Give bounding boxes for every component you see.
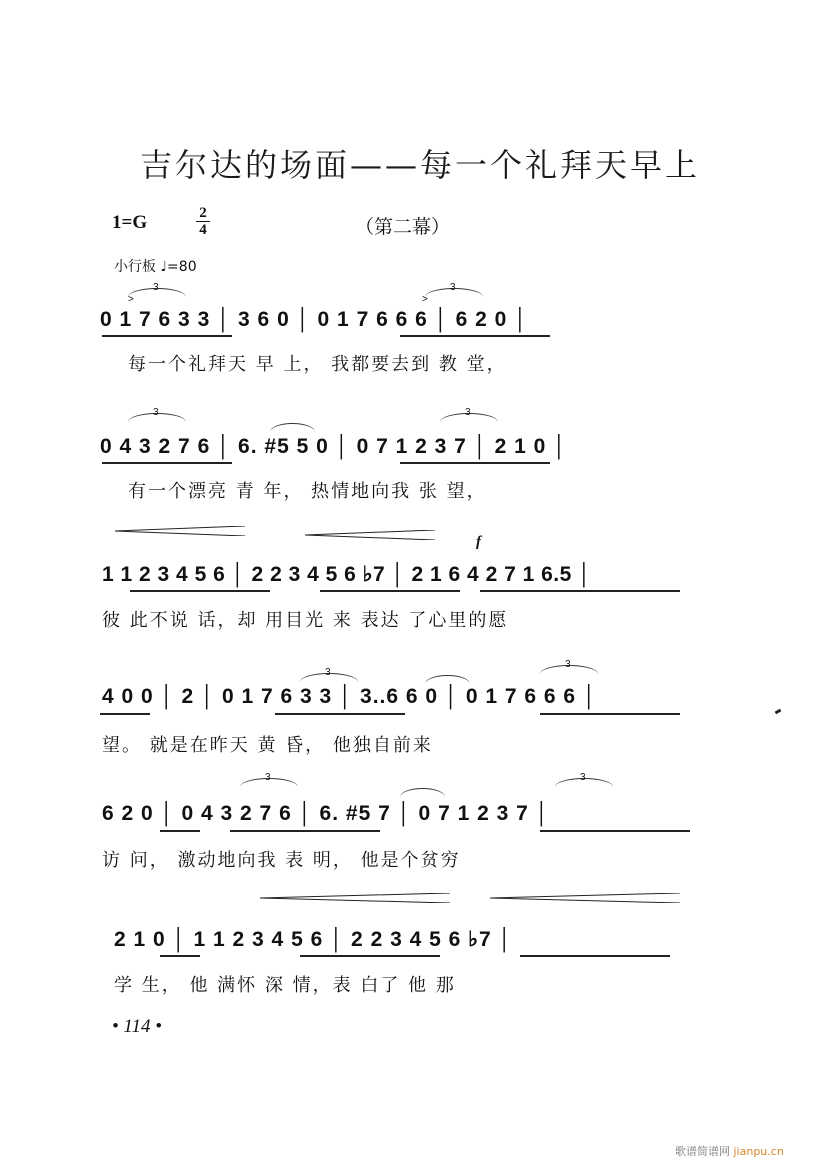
- tie-slur: [425, 675, 470, 684]
- score-row-3: [100, 520, 710, 630]
- score-row-6: [100, 885, 710, 995]
- notation-line: 6 2 0 │ 0 4 3 2 7 6 │ 6. #5 7 │ 0 7 1 2 3 7 │: [102, 802, 550, 825]
- lyrics-line: 彼 此不说 话，却 用目光 来 表达 了心里的愿: [102, 610, 509, 631]
- beam-underline: [130, 590, 270, 592]
- beam-underline: [320, 590, 460, 592]
- crescendo-hairpin: [305, 530, 435, 540]
- page-number: • 114 •: [112, 1016, 162, 1037]
- beam-underline: [540, 713, 680, 715]
- beam-underline: [520, 955, 670, 957]
- tie-slur: [400, 788, 445, 797]
- beam-underline: [400, 462, 550, 464]
- crescendo-hairpin: [115, 526, 245, 536]
- watermark-url: jianpu.cn: [733, 1145, 784, 1158]
- notation-line: 0 4 3 2 7 6 │ 6. #5 5 0 │ 0 7 1 2 3 7 │ 2 1 0 │: [100, 435, 568, 458]
- beam-underline: [160, 955, 200, 957]
- song-title: 吉尔达的场面——每一个礼拜天早上: [140, 146, 701, 184]
- lyrics-line: 有一个漂亮 青 年， 热情地向我 张 望，: [128, 481, 487, 502]
- forte-dynamic: f: [476, 534, 481, 550]
- beam-underline: [275, 713, 405, 715]
- time-signature-bottom: 4: [199, 222, 207, 238]
- beam-underline: [102, 335, 232, 337]
- score-row-1: [100, 280, 710, 380]
- lyrics-line: 望。 就是在昨天 黄 昏， 他独自前来: [102, 735, 433, 756]
- key-signature: 1=G: [112, 212, 148, 233]
- lyrics-line: 学 生， 他 满怀 深 情，表 白了 他 那: [114, 975, 456, 996]
- watermark-site-name: 歌谱简谱网: [675, 1145, 730, 1158]
- time-signature-top: 2: [199, 205, 207, 221]
- lyrics-line: 访 问， 激动地向我 表 明， 他是个贫穷: [102, 850, 461, 871]
- triplet-mark: 3: [153, 282, 159, 293]
- beam-underline: [480, 590, 680, 592]
- triplet-mark: 3: [153, 407, 159, 418]
- lyrics-line: 每一个礼拜天 早 上， 我都要去到 教 堂，: [128, 354, 507, 375]
- notation-line: 4 0 0 │ 2 │ 0 1 7 6 3 3 │ 3..6 6 0 │ 0 1 7 6 6 6 │: [102, 685, 598, 708]
- triplet-mark: 3: [580, 772, 586, 783]
- stray-mark: [775, 709, 782, 715]
- beam-underline: [100, 713, 150, 715]
- triplet-mark: 3: [325, 667, 331, 678]
- watermark: [675, 1143, 784, 1159]
- tempo-marking: 小行板 ♩=80: [114, 259, 197, 275]
- notation-line: 1 1 2 3 4 5 6 │ 2 2 3 4 5 6 ♭7 │ 2 1 6 4 2 7 1 6.5 │: [102, 563, 592, 586]
- score-row-4: [100, 655, 710, 765]
- beam-underline: [540, 830, 690, 832]
- beam-underline: [160, 830, 200, 832]
- score-row-2: [100, 405, 710, 505]
- accent-mark: >: [128, 294, 134, 305]
- crescendo-hairpin: [260, 893, 450, 903]
- score-row-5: [100, 770, 710, 870]
- triplet-mark: 3: [450, 282, 456, 293]
- beam-underline: [102, 462, 232, 464]
- triplet-mark: 3: [565, 659, 571, 670]
- time-signature: [196, 205, 210, 238]
- beam-underline: [230, 830, 380, 832]
- notation-line: 2 1 0 │ 1 1 2 3 4 5 6 │ 2 2 3 4 5 6 ♭7 │: [114, 928, 513, 951]
- tie-slur: [270, 423, 315, 432]
- act-label: （第二幕）: [355, 216, 451, 238]
- triplet-mark: 3: [265, 772, 271, 783]
- crescendo-hairpin: [490, 893, 680, 903]
- notation-line: 0 1 7 6 3 3 │ 3 6 0 │ 0 1 7 6 6 6 │ 6 2 0 │: [100, 308, 529, 331]
- beam-underline: [300, 955, 440, 957]
- accent-mark: >: [422, 294, 428, 305]
- triplet-mark: 3: [465, 407, 471, 418]
- beam-underline: [400, 335, 550, 337]
